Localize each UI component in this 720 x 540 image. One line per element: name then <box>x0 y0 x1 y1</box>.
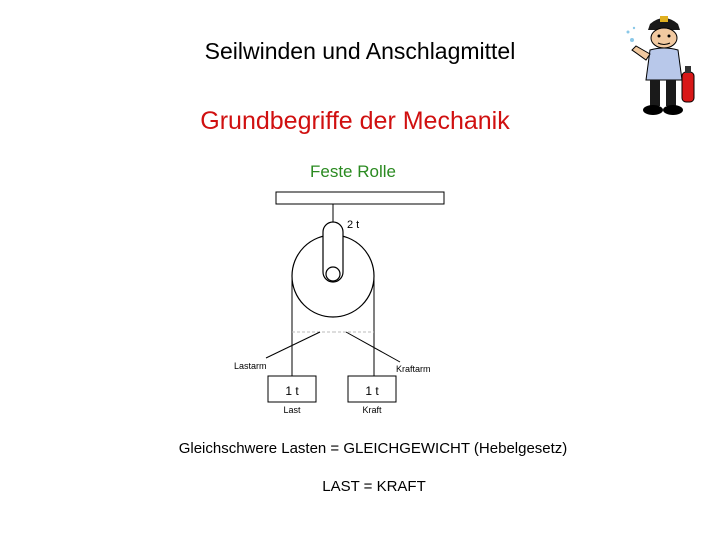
left-weight-caption: Last <box>283 405 301 415</box>
hook-load-label: 2 t <box>347 219 360 231</box>
left-weight-value: 1 t <box>285 384 299 398</box>
slide-subtitle: Grundbegriffe der Mechanik <box>200 107 510 135</box>
left-arm-leader <box>266 332 320 358</box>
equilibrium-statement: Gleichschwere Lasten = GLEICHGEWICHT (Hebelgesetz) <box>178 440 568 457</box>
pulley-axle <box>326 267 340 281</box>
slide-title: Seilwinden und Anschlagmittel <box>204 38 516 64</box>
right-weight-value: 1 t <box>365 384 379 398</box>
right-arm-label: Kraftarm <box>396 364 431 374</box>
right-arm-leader <box>346 332 400 362</box>
equation-statement: LAST = KRAFT <box>322 478 426 495</box>
right-weight-caption: Kraft <box>362 405 382 415</box>
left-arm-label: Lastarm <box>234 361 267 371</box>
ceiling-beam <box>276 192 444 204</box>
diagram-heading: Feste Rolle <box>310 162 396 181</box>
